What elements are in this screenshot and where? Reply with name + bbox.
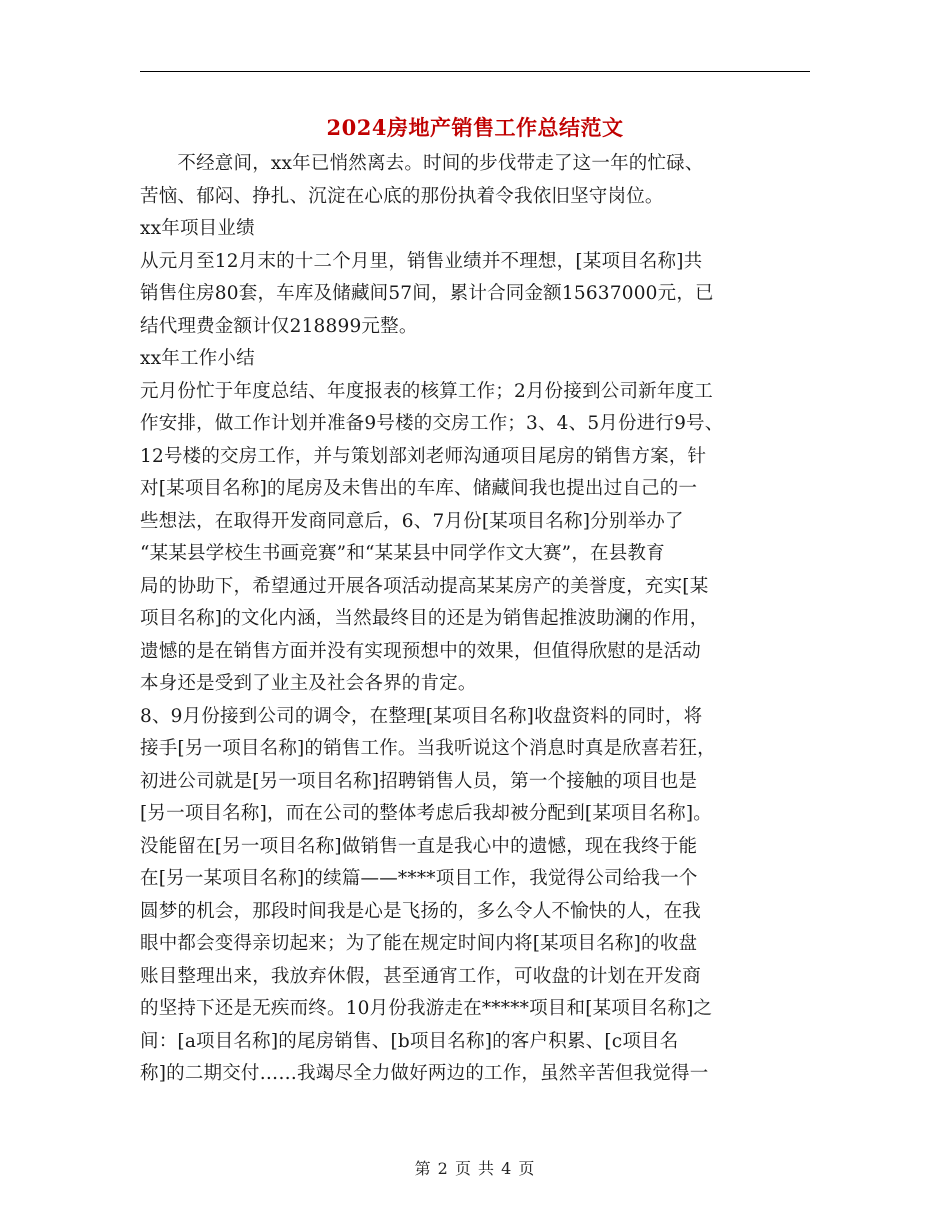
- text-line: 不经意间，xx年已悄然离去。时间的步伐带走了这一年的忙碌、: [140, 153, 704, 174]
- text-line: 初进公司就是[另一项目名称]招聘销售人员，第一个接触的项目也是: [140, 770, 698, 792]
- text-line: “某某县学校生书画竞赛”和“某某县中同学作文大赛”，在县教育: [140, 543, 665, 564]
- document-body: [140, 148, 810, 1091]
- text-line: 间：[a项目名称]的尾房销售、[b项目名称]的客户积累、[c项目名: [140, 1030, 679, 1052]
- section-heading: xx年工作小结: [140, 348, 255, 369]
- text-line: [另一项目名称]，而在公司的整体考虑后我却被分配到[某项目名称]。: [140, 803, 712, 824]
- text-line: 作安排，做工作计划并准备9号楼的交房工作；3、4、5月份进行9号、: [140, 413, 724, 434]
- text-line: 的坚持下还是无疾而终。10月份我游走在*****项目和[某项目名称]之: [140, 998, 713, 1019]
- page-footer: 第 2 页 共 4 页: [414, 1159, 536, 1178]
- header-rule: [140, 71, 810, 72]
- text-line: 12号楼的交房工作，并与策划部刘老师沟通项目尾房的销售方案，针: [140, 445, 707, 467]
- text-line: 结代理费金额计仅218899元整。: [140, 315, 418, 337]
- text-line: 8、9月份接到公司的调令，在整理[某项目名称]收盘资料的同时，将: [140, 705, 703, 727]
- text-line: 些想法，在取得开发商同意后，6、7月份[某项目名称]分别举办了: [140, 510, 684, 532]
- text-line: 局的协助下，希望通过开展各项活动提高某某房产的美誉度，充实[某: [140, 575, 709, 597]
- text-line: 销售住房80套，车库及储藏间57间，累计合同金额15637000元，已: [140, 283, 714, 304]
- text-line: 从元月至12月末的十二个月里，销售业绩并不理想，[某项目名称]共: [140, 250, 703, 272]
- text-line: 在[另一某项目名称]的续篇——****项目工作，我觉得公司给我一个: [140, 868, 698, 889]
- document-title: 2024房地产销售工作总结范文: [326, 115, 624, 140]
- text-line: 对[某项目名称]的尾房及未售出的车库、储藏间我也提出过自己的一: [140, 478, 698, 499]
- text-line: 元月份忙于年度总结、年度报表的核算工作；2月份接到公司新年度工: [140, 380, 713, 402]
- text-line: 账目整理出来，我放弃休假，甚至通宵工作，可收盘的计划在开发商: [140, 965, 702, 987]
- text-line: 苦恼、郁闷、挣扎、沉淀在心底的那份执着令我依旧坚守岗位。: [140, 185, 664, 207]
- text-line: 本身还是受到了业主及社会各界的肯定。: [140, 673, 477, 694]
- text-line: 遗憾的是在销售方面并没有实现预想中的效果，但值得欣慰的是活动: [140, 640, 702, 662]
- text-line: 项目名称]的文化内涵，当然最终目的还是为销售起推波助澜的作用，: [140, 608, 709, 629]
- text-line: 眼中都会变得亲切起来；为了能在规定时间内将[某项目名称]的收盘: [140, 933, 698, 954]
- text-line: 没能留在[另一项目名称]做销售一直是我心中的遗憾，现在我终于能: [140, 835, 698, 857]
- text-line: 接手[另一项目名称]的销售工作。当我听说这个消息时真是欣喜若狂，: [140, 738, 716, 759]
- text-line: 圆梦的机会，那段时间我是心是飞扬的，多么令人不愉快的人，在我: [140, 900, 702, 922]
- text-line: 称]的二期交付……我竭尽全力做好两边的工作，虽然辛苦但我觉得一: [140, 1063, 709, 1084]
- section-heading: xx年项目业绩: [140, 218, 255, 239]
